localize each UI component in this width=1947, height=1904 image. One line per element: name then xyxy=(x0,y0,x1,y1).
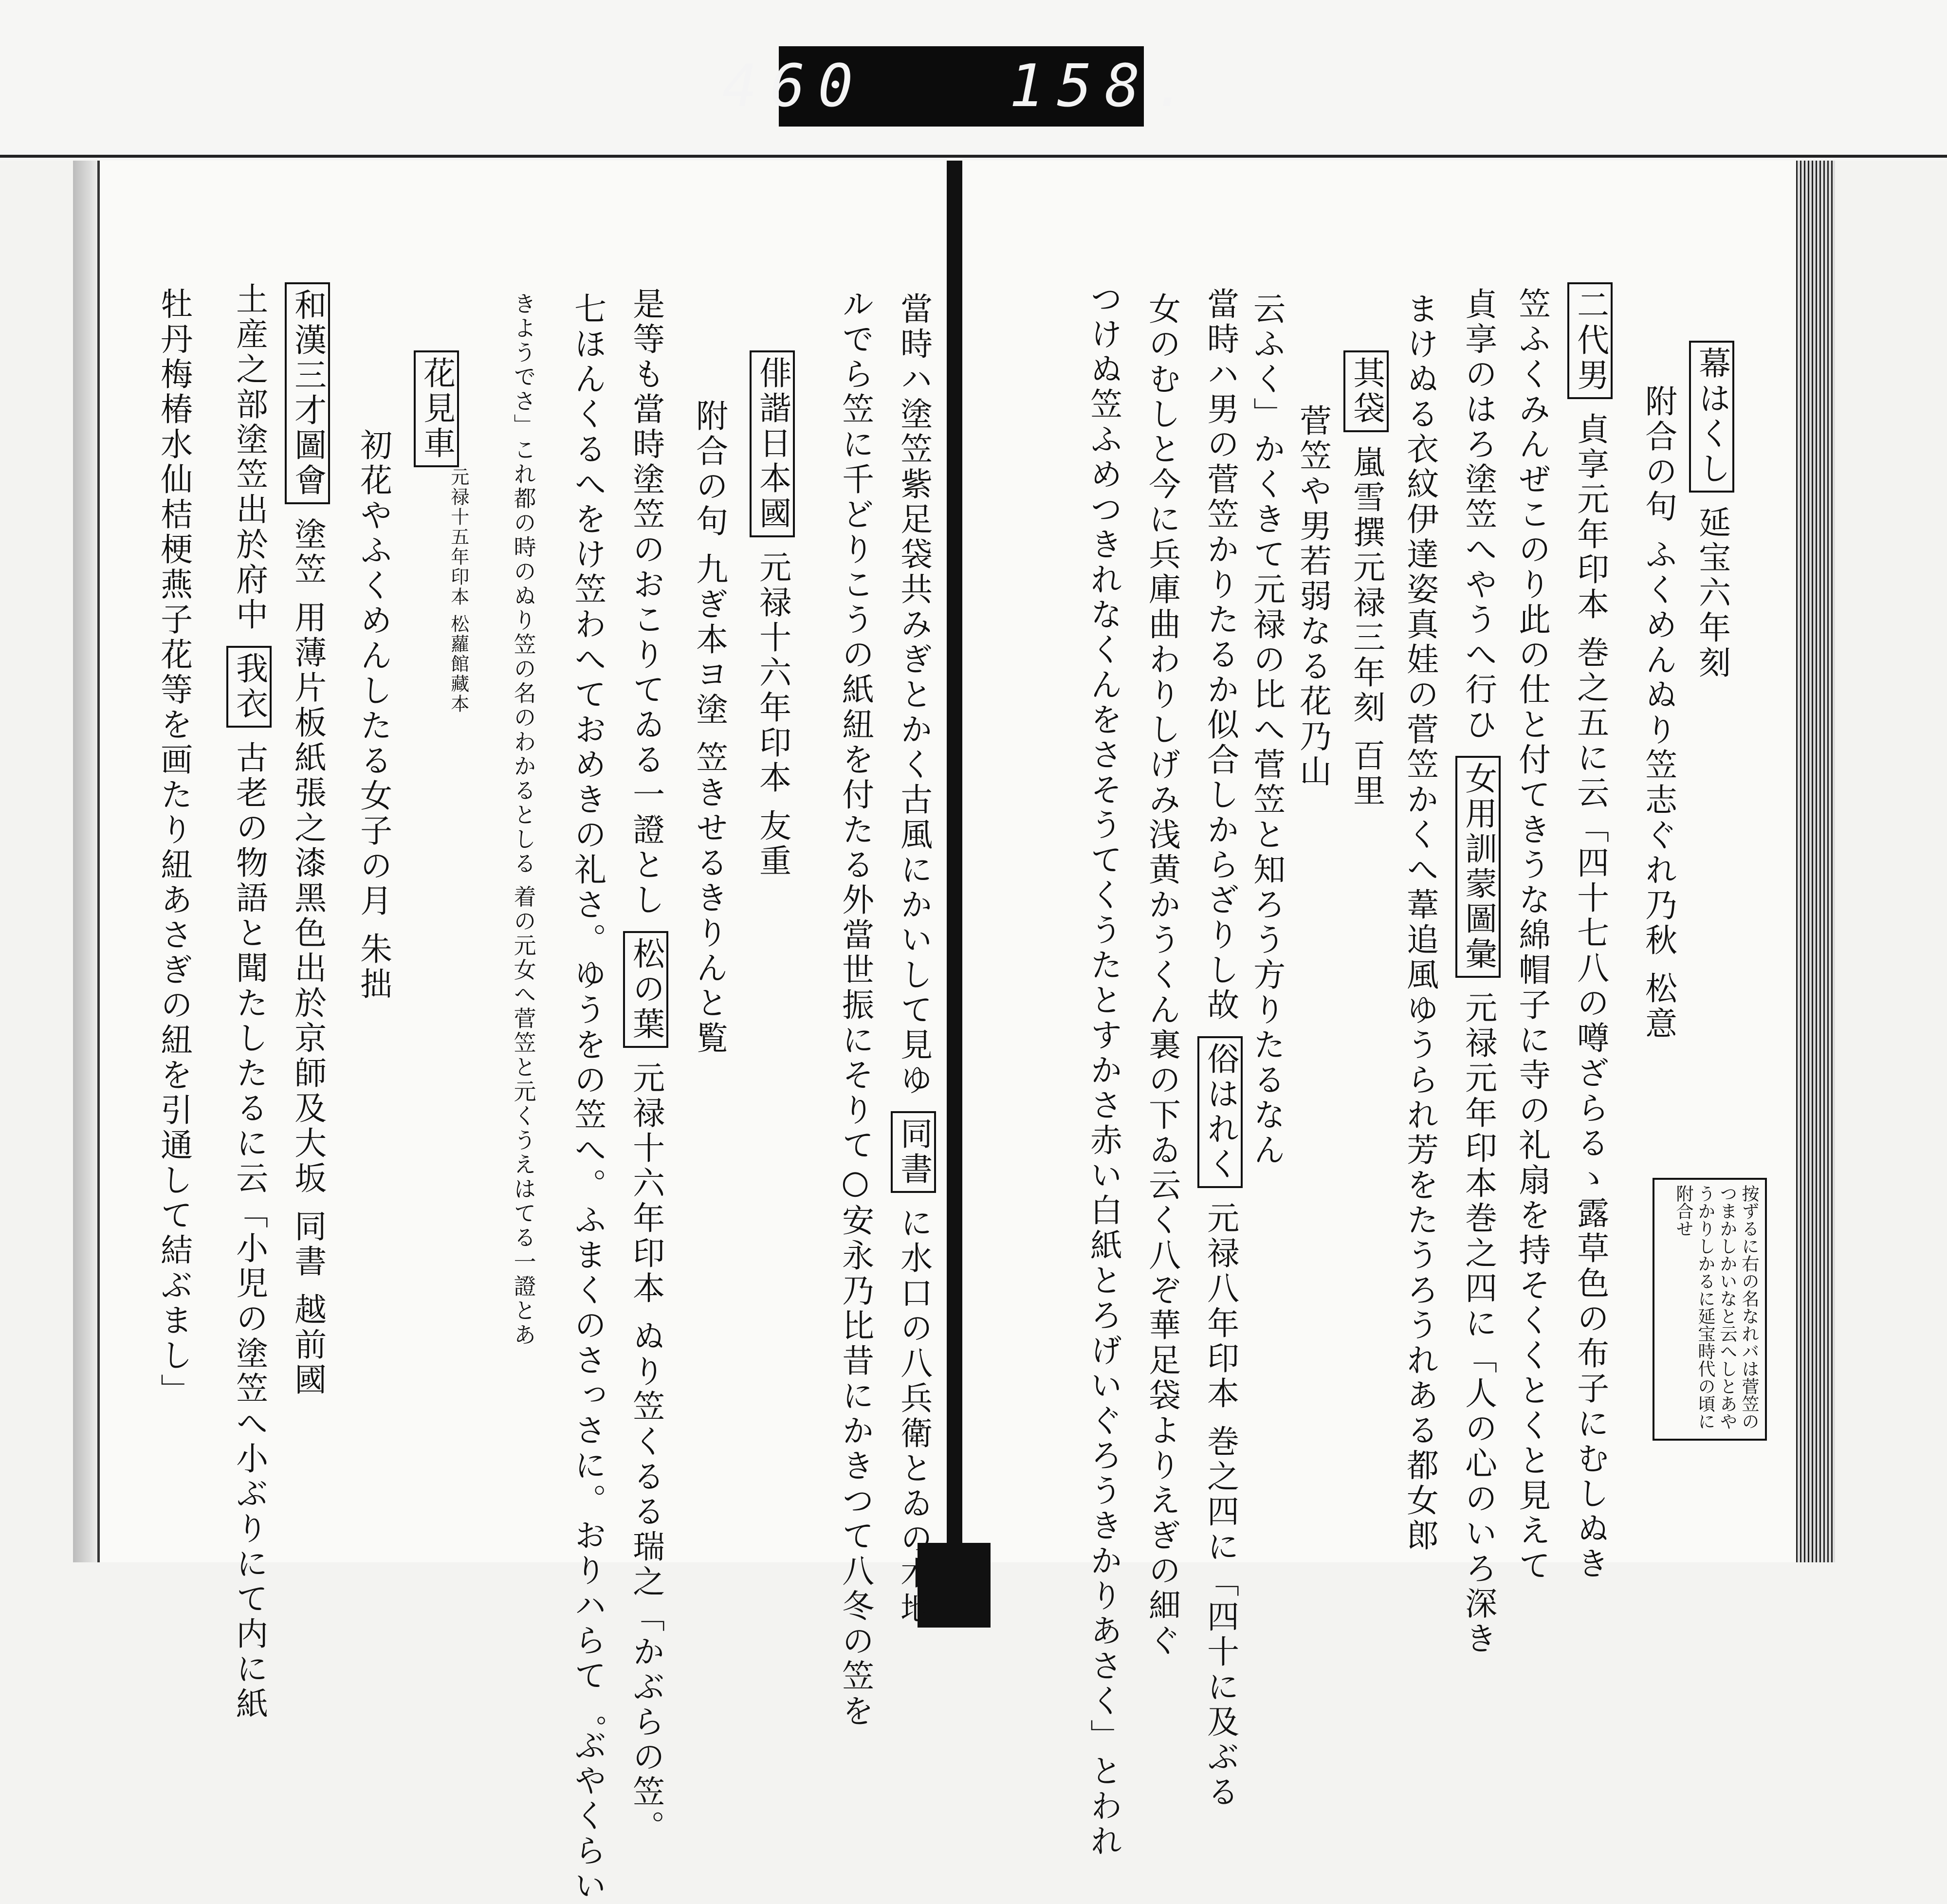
book-top-edge xyxy=(0,155,1947,158)
page-fore-edge xyxy=(1796,161,1835,1562)
left-column-4: 附合の句 九ぎ本ヨ塗 笠きせるきりんと覧 xyxy=(690,399,728,1056)
boxed-heading: 同書 xyxy=(891,1111,936,1193)
right-column-10: 當時ハ男の菅笠かりたるか似合しからざりし故 俗はれく 元禄八年印本 巻之四に「四十に及ぶる xyxy=(1197,287,1243,1810)
boxed-heading: 其袋 xyxy=(1343,350,1389,432)
boxed-heading: 和漢三才圖會 xyxy=(285,282,330,504)
right-column-2: 附合の句 ふくめんぬり笠志ぐれ乃秋 松意 xyxy=(1639,384,1677,1042)
left-column-12: 土産之部塗笠出於府中 我衣 古老の物語と聞たしたるに云「小児の塗笠へ小ぶりにて内に紙 xyxy=(226,282,272,1722)
side-note-box: 按ずるに右の名なれバは菅笠のつまかしかいなと云へしとあやうかりしかるに延宝時代の頃に附合せ xyxy=(1653,1178,1767,1441)
left-column-1: 當時ハ塗笠紫足袋共みぎとかく古風にかいして見ゆ 同書 に水口の八兵衛とゐの木地 xyxy=(891,292,936,1627)
book-gutter xyxy=(947,161,962,1592)
boxed-heading: 松の葉 xyxy=(623,931,668,1048)
microfilm-frame-label xyxy=(722,46,1201,127)
right-column-12: つけぬ笠ふめつきれなくんをさそうてくうたとすかさ赤い白紙とろげいぐろうきかりあさく」とわれ xyxy=(1084,282,1122,1859)
left-column-3: 俳諧日本國 元禄十六年印本 友重 xyxy=(750,350,795,879)
right-column-8: 菅笠や男若弱なる花乃山 xyxy=(1294,404,1332,789)
left-column-2: ルでら笠に千どりこうの紙紐を付たる外當世振にそりて○安永乃比昔にかきつて八冬の笠を xyxy=(836,287,874,1729)
right-column-1: 幕はくし 延宝六年刻 xyxy=(1689,341,1734,681)
right-column-3: 二代男 貞享元年印本 巻之五に云「四十七八の噂ざらるゝ露草色の布子にむしぬき xyxy=(1567,282,1613,1582)
right-column-6: まけぬる衣紋伊達姿真娃の菅笠かくへ葦追風ゆうられ芳をたうろうれある都女郎 xyxy=(1401,292,1439,1554)
frame-right-number: 158. xyxy=(1009,53,1201,120)
right-column-9: 云ふく」かくきて元禄の比へ菅笠と知ろう方りたるなん xyxy=(1248,292,1286,1168)
boxed-heading: 俳諧日本國 xyxy=(750,350,795,537)
left-column-13: 牡丹梅椿水仙桔梗燕子花等を画たり紐あさぎの紐を引通して結ぶまし」 xyxy=(155,287,193,1409)
left-page-shadow xyxy=(73,161,100,1562)
boxed-heading: 幕はくし xyxy=(1689,341,1734,493)
frame-left-number: 460 xyxy=(722,53,866,120)
left-column-10: 初花やふくめんしたる女子の月 朱拙 xyxy=(354,428,392,1002)
boxed-heading: 俗はれく xyxy=(1197,1036,1243,1188)
left-column-8: 元禄十五年印本 松蘿館藏本 xyxy=(447,467,469,714)
boxed-heading: 女用訓蒙圖彙 xyxy=(1455,756,1501,978)
right-column-5: 貞享のはろ塗笠へやうへ行ひ 女用訓蒙圖彙 元禄元年印本巻之四に「人の心のいろ深き xyxy=(1455,287,1501,1657)
right-column-11: 女のむしと今に兵庫曲わりしげみ浅黄かうくん裏の下ゐ云く八ぞ華足袋よりえぎの細ぐ xyxy=(1143,292,1181,1659)
boxed-heading: 二代男 xyxy=(1567,282,1613,399)
left-column-7: きようでさ」これ都の時のぬり笠の名のわかるとしる 着の元女へ菅笠と元くうえはてる一證とあ xyxy=(510,292,537,1348)
right-column-4: 笠ふくみんぜこのり此の仕と付てきうな綿帽子に寺の礼扇を持そくくとくと見えて xyxy=(1513,287,1551,1584)
right-column-7: 其袋 嵐雪撰元禄三年刻 百里 xyxy=(1343,350,1389,809)
left-column-9: 花見車 xyxy=(414,350,459,467)
left-column-11: 和漢三才圖會 塗笠 用薄片板紙張之漆黑色出於京師及大坂 同書 越前國 xyxy=(285,282,330,1398)
boxed-heading: 我衣 xyxy=(226,646,272,728)
left-column-6: 七ほんくるへをけ笠わへておめきの礼さ。ゆうをの笠へ。ふまくのさっさに。おりハらて゜ぶやくらい xyxy=(569,292,606,1904)
left-column-5: 是等も當時塗笠のおこりてゐる一證とし 松の葉 元禄十六年印本 ぬり笠くるる瑞之「かぶらの笠。 xyxy=(623,287,668,1845)
